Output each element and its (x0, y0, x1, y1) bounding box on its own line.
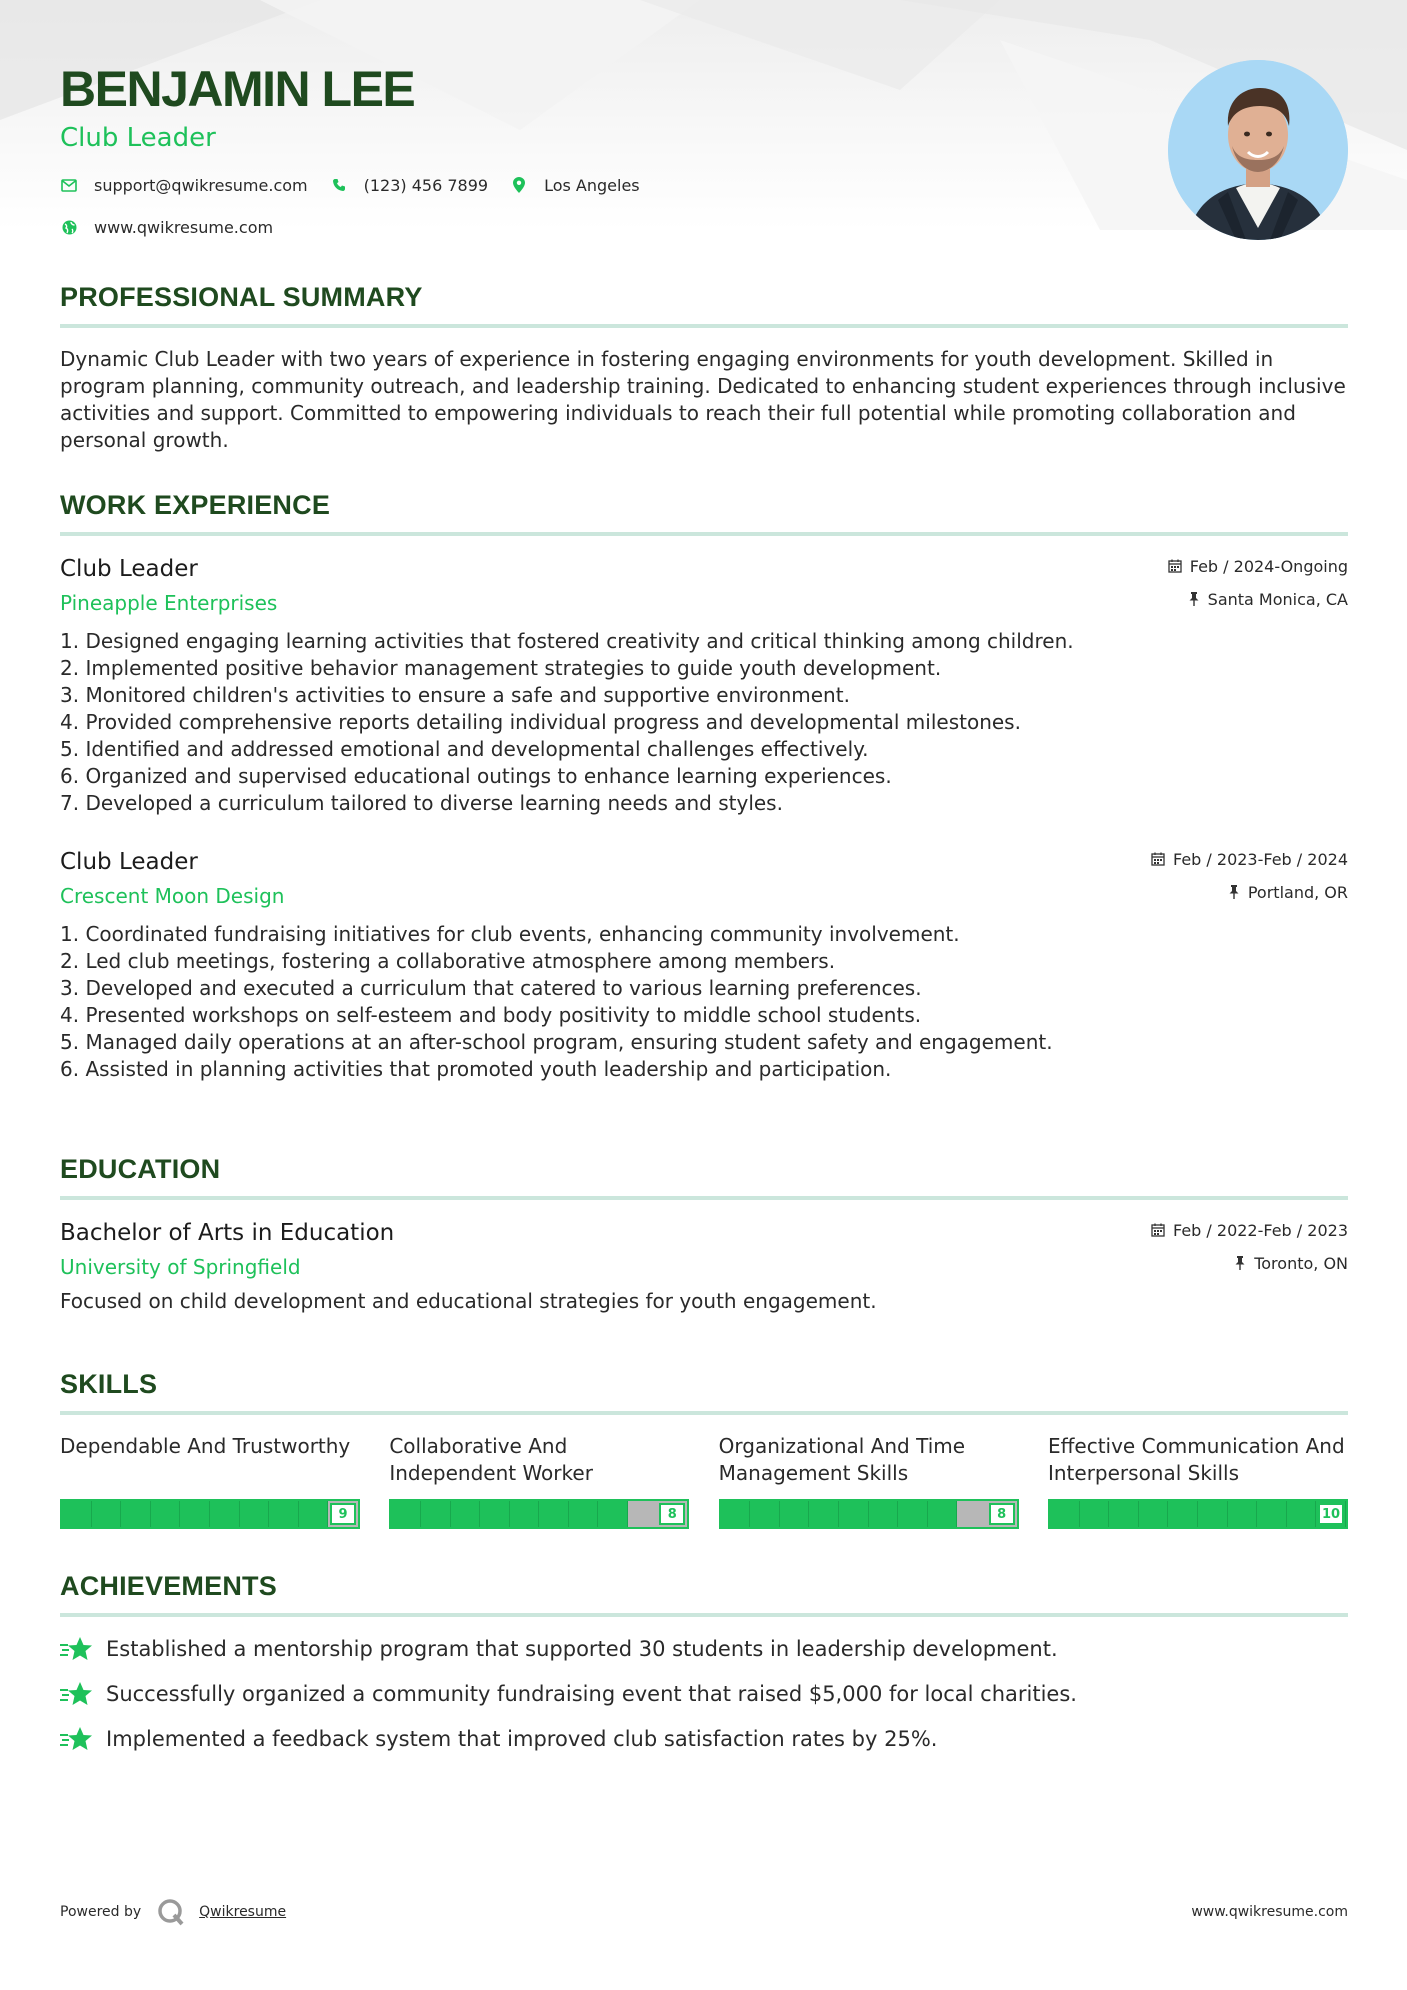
experience-heading: WORK EXPERIENCE (60, 490, 331, 520)
contact-row (60, 172, 1160, 198)
skill-level-segment (451, 1501, 481, 1527)
education-description: Focused on child development and educational strategies for youth engagement. (60, 1289, 877, 1313)
email-text: support@qwikresume.com (94, 175, 308, 195)
job-company: Pineapple Enterprises (60, 591, 278, 615)
page-footer (60, 1898, 1348, 1926)
skill-level-bar (60, 1499, 360, 1529)
section-divider (60, 324, 1348, 328)
skill-level-segment (1198, 1501, 1228, 1527)
achievement-item (60, 1635, 1348, 1663)
achievement-text: Established a mentorship program that supported 30 students in leadership development. (106, 1637, 1058, 1661)
skill-name: Dependable And Trustworthy (60, 1434, 351, 1458)
shooting-star-icon (60, 1680, 92, 1708)
powered-by (60, 1898, 286, 1926)
section-divider (60, 1613, 1348, 1617)
skill-score: 8 (989, 1503, 1015, 1525)
skills-heading: SKILLS (60, 1369, 158, 1399)
brand-link[interactable]: Qwikresume (199, 1904, 287, 1920)
skill-level-segment (240, 1501, 270, 1527)
globe-icon (60, 218, 78, 236)
pushpin-icon (1234, 1256, 1246, 1270)
skill-level-segment (1080, 1501, 1110, 1527)
job-meta (1168, 554, 1348, 611)
skills-row (60, 1433, 1348, 1529)
skill-name: Organizational And Time Management Skills (718, 1434, 966, 1485)
contact-location (510, 176, 640, 195)
contact-row-2 (60, 214, 1160, 240)
qwikresume-logo-icon (157, 1898, 185, 1926)
skills-section (60, 1367, 1348, 1529)
bullet-item: 5. Identified and addressed emotional and developmental challenges effectively. (60, 737, 869, 761)
education-location-text: Toronto, ON (1254, 1253, 1348, 1273)
map-pin-icon (510, 176, 528, 194)
job-location (1168, 587, 1348, 611)
skill-level-segment (780, 1501, 810, 1527)
job-dates (1168, 554, 1348, 578)
skill-level-segment (569, 1501, 599, 1527)
skill-level-segment (180, 1501, 210, 1527)
job-dates-text: Feb / 2023-Feb / 2024 (1173, 849, 1348, 869)
skill-score: 9 (330, 1503, 356, 1525)
bullet-item: 1. Coordinated fundraising initiatives for club events, enhancing community involvement. (60, 922, 960, 946)
skill-level-segment (721, 1501, 751, 1527)
job-bullets (60, 628, 1348, 817)
education-entry (60, 1218, 1348, 1315)
summary-text: Dynamic Club Leader with two years of experience in fostering engaging environments for youth development. Skilled in program planning, community outreach, and leadership training. Dedicated to enhancing student experiences through inclusive activities and support. Committed to empowering individuals to reach their full potential while promoting collaboration and personal growth. (60, 347, 1346, 452)
skill-level-segment (1109, 1501, 1139, 1527)
candidate-name: BENJAMIN LEE (60, 61, 415, 117)
job-dates-text: Feb / 2024-Ongoing (1189, 556, 1348, 576)
location-text: Los Angeles (544, 175, 640, 195)
skill-level-segment (1050, 1501, 1080, 1527)
education-dates (1151, 1218, 1348, 1242)
skill-level-segment (299, 1501, 329, 1527)
skill-score: 10 (1318, 1503, 1344, 1525)
job-entry (60, 847, 1348, 1083)
skill-name: Collaborative And Independent Worker (389, 1434, 593, 1485)
job-bullets (60, 921, 1348, 1083)
calendar-icon (1151, 852, 1165, 866)
calendar-icon (1168, 559, 1182, 573)
skill-level-segment (750, 1501, 780, 1527)
skill-level-segment (391, 1501, 421, 1527)
shooting-star-icon (60, 1725, 92, 1753)
achievements-section (60, 1569, 1348, 1753)
skill-item (60, 1433, 360, 1529)
job-entry (60, 554, 1348, 817)
skill-level-bar (389, 1499, 689, 1529)
achievement-item (60, 1680, 1348, 1708)
bullet-item: 4. Provided comprehensive reports detailing individual progress and developmental milestones. (60, 710, 1021, 734)
bullet-item: 3. Developed and executed a curriculum that catered to various learning preferences. (60, 976, 922, 1000)
achievement-item (60, 1725, 1348, 1753)
section-divider (60, 1411, 1348, 1415)
bullet-item: 5. Managed daily operations at an after-school program, ensuring student safety and engagement. (60, 1030, 1053, 1054)
skill-level-segment (869, 1501, 899, 1527)
skill-level-segment (1139, 1501, 1169, 1527)
bullet-item: 3. Monitored children's activities to ensure a safe and supportive environment. (60, 683, 850, 707)
phone-text: (123) 456 7899 (363, 175, 489, 195)
shooting-star-icon (60, 1635, 92, 1663)
degree-title: Bachelor of Arts in Education (60, 1220, 395, 1246)
skill-score: 8 (659, 1503, 685, 1525)
skill-level-segment (269, 1501, 299, 1527)
skill-level-bar (1048, 1499, 1348, 1529)
summary-section (60, 280, 1348, 454)
bullet-item: 2. Implemented positive behavior management strategies to guide youth development. (60, 656, 942, 680)
skill-level-segment (121, 1501, 151, 1527)
job-title: Club Leader (60, 849, 198, 875)
contact-phone[interactable] (330, 176, 488, 195)
education-location (1151, 1251, 1348, 1275)
skill-level-segment (598, 1501, 628, 1527)
section-divider (60, 1196, 1348, 1200)
education-section (60, 1152, 1348, 1315)
profile-photo (1168, 60, 1348, 240)
education-heading: EDUCATION (60, 1154, 221, 1184)
skill-level-segment (510, 1501, 540, 1527)
phone-icon (330, 176, 348, 194)
website-text: www.qwikresume.com (94, 217, 274, 237)
education-meta (1151, 1218, 1348, 1275)
bullet-item: 1. Designed engaging learning activities that fostered creativity and critical thinking among children. (60, 629, 1074, 653)
skill-level-bar (719, 1499, 1019, 1529)
resume-header (60, 58, 1160, 240)
job-location-text: Santa Monica, CA (1207, 589, 1348, 609)
skill-level-segment (62, 1501, 92, 1527)
skill-level-segment (839, 1501, 869, 1527)
footer-website[interactable]: www.qwikresume.com (1191, 1904, 1348, 1920)
job-dates (1151, 847, 1348, 871)
skill-item (389, 1433, 689, 1529)
skill-name: Effective Communication And Interpersonal Skills (1047, 1434, 1345, 1485)
skill-level-segment (210, 1501, 240, 1527)
skill-level-segment (421, 1501, 451, 1527)
bullet-item: 6. Organized and supervised educational outings to enhance learning experiences. (60, 764, 892, 788)
envelope-icon (60, 176, 78, 194)
bullet-item: 7. Developed a curriculum tailored to diverse learning needs and styles. (60, 791, 783, 815)
skill-level-segment (92, 1501, 122, 1527)
contact-email[interactable] (60, 176, 308, 195)
achievement-text: Successfully organized a community fundraising event that raised $5,000 for local charities. (106, 1682, 1077, 1706)
calendar-icon (1151, 1223, 1165, 1237)
education-dates-text: Feb / 2022-Feb / 2023 (1173, 1220, 1348, 1240)
job-company: Crescent Moon Design (60, 884, 285, 908)
skill-level-segment (809, 1501, 839, 1527)
achievements-heading: ACHIEVEMENTS (60, 1571, 277, 1601)
job-location (1151, 880, 1348, 904)
bullet-item: 6. Assisted in planning activities that promoted youth leadership and participation. (60, 1057, 892, 1081)
skill-level-segment (480, 1501, 510, 1527)
pushpin-icon (1188, 592, 1200, 606)
experience-section (60, 488, 1348, 1083)
skill-level-segment (1228, 1501, 1258, 1527)
skill-level-segment (898, 1501, 928, 1527)
job-location-text: Portland, OR (1247, 882, 1348, 902)
achievement-text: Implemented a feedback system that improved club satisfaction rates by 25%. (106, 1727, 938, 1751)
skill-level-segment (1257, 1501, 1287, 1527)
bullet-item: 4. Presented workshops on self-esteem and body positivity to middle school students. (60, 1003, 922, 1027)
pushpin-icon (1228, 885, 1240, 899)
bullet-item: 2. Led club meetings, fostering a collaborative atmosphere among members. (60, 949, 836, 973)
contact-website[interactable] (60, 218, 273, 237)
skill-item (719, 1433, 1019, 1529)
skill-level-segment (928, 1501, 958, 1527)
summary-heading: PROFESSIONAL SUMMARY (60, 282, 423, 312)
school-name: University of Springfield (60, 1255, 301, 1279)
skill-item (1048, 1433, 1348, 1529)
job-meta (1151, 847, 1348, 904)
candidate-role: Club Leader (60, 123, 216, 153)
skill-level-segment (151, 1501, 181, 1527)
skill-level-segment (539, 1501, 569, 1527)
section-divider (60, 532, 1348, 536)
job-title: Club Leader (60, 556, 198, 582)
skill-level-segment (1287, 1501, 1317, 1527)
powered-by-label: Powered by (60, 1904, 142, 1920)
skill-level-segment (1168, 1501, 1198, 1527)
